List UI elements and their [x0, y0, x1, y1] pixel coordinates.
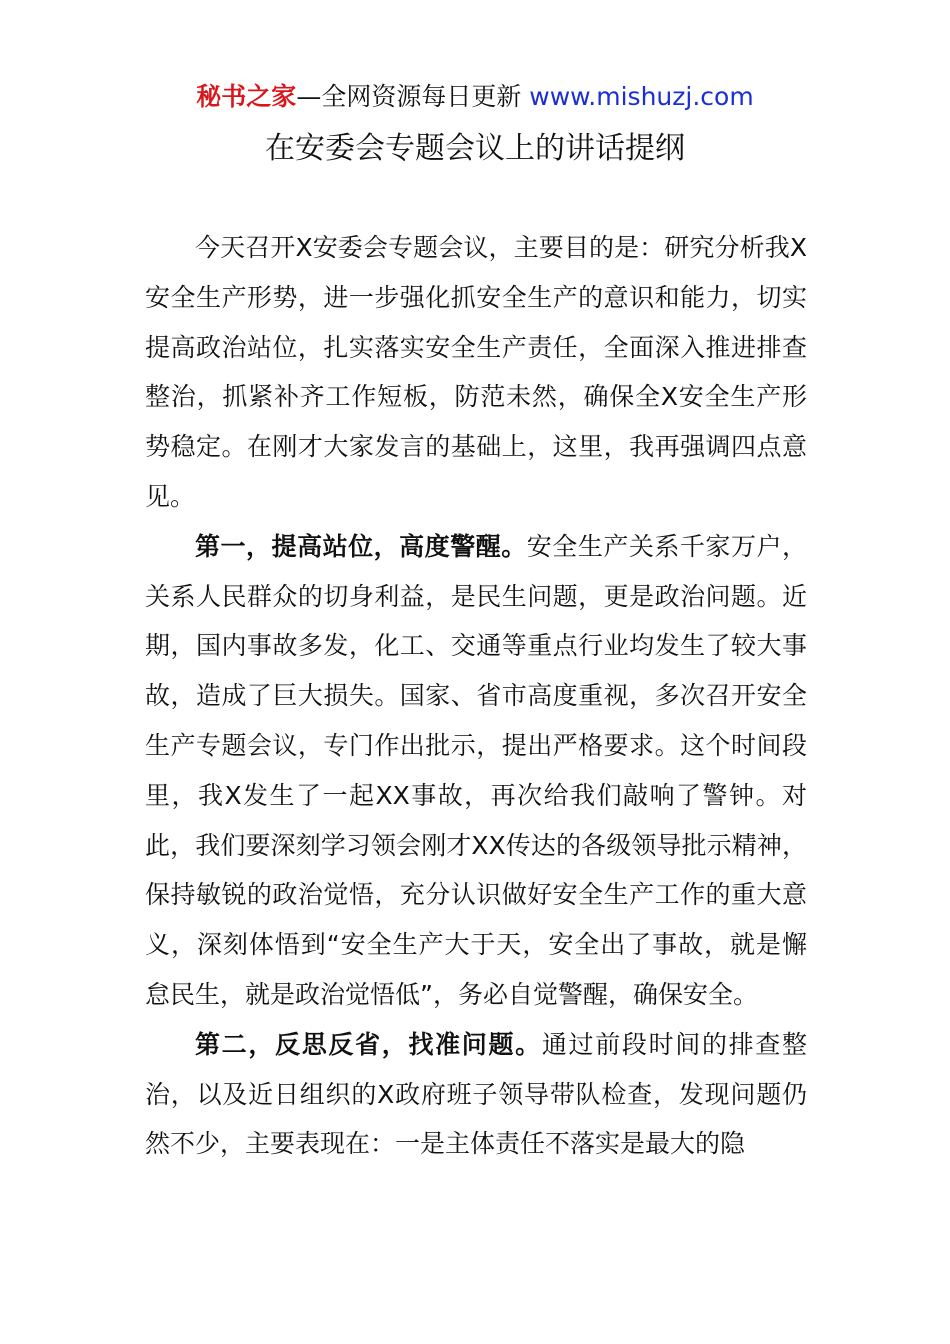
point-one-paragraph	[145, 522, 807, 1020]
site-header	[0, 80, 950, 114]
point-two-paragraph	[145, 1020, 807, 1169]
point-two-body: 通过前段时间的排查整治，以及近日组织的X政府班子领导带队检查，发现问题仍然不少，主要表现在：一是主体责任不落实是最大的隐	[145, 1029, 807, 1159]
site-url-link[interactable]: www.mishuzj.com	[529, 82, 754, 111]
document-title: 在安委会专题会议上的讲话提纲	[265, 131, 685, 166]
document-body	[145, 223, 807, 1169]
site-brand: 秘书之家	[196, 82, 297, 111]
intro-paragraph: 今天召开X安委会专题会议，主要目的是：研究分析我X安全生产形势，进一步强化抓安全生产的意识和能力，切实提高政治站位，扎实落实安全生产责任，全面深入推进排查整治，抓紧补齐工作短板，防范未然，确保全X安全生产形势稳定。在刚才大家发言的基础上，这里，我再强调四点意见。	[145, 233, 807, 511]
site-tagline: —全网资源每日更新	[296, 82, 530, 111]
point-one-body: 安全生产关系千家万户，关系人民群众的切身利益，是民生问题，更是政治问题。近期，国内事故多发，化工、交通等重点行业均发生了较大事故，造成了巨大损失。国家、省市高度重视，多次召开安全生产专题会议，专门作出批示，提出严格要求。这个时间段里，我X发生了一起XX事故，再次给我们敲响了警钟。对此，我们要深刻学习领会刚才XX传达的各级领导批示精神，保持敏锐的政治觉悟，充分认识做好安全生产工作的重大意义，深刻体悟到“安全生产大于天，安全出了事故，就是懈怠民生，就是政治觉悟低”，务必自觉警醒，确保安全。	[145, 531, 807, 1009]
point-two-heading: 第二，反思反省，找准问题。	[195, 1029, 542, 1059]
point-one-heading: 第一，提高站位，高度警醒。	[195, 531, 527, 561]
